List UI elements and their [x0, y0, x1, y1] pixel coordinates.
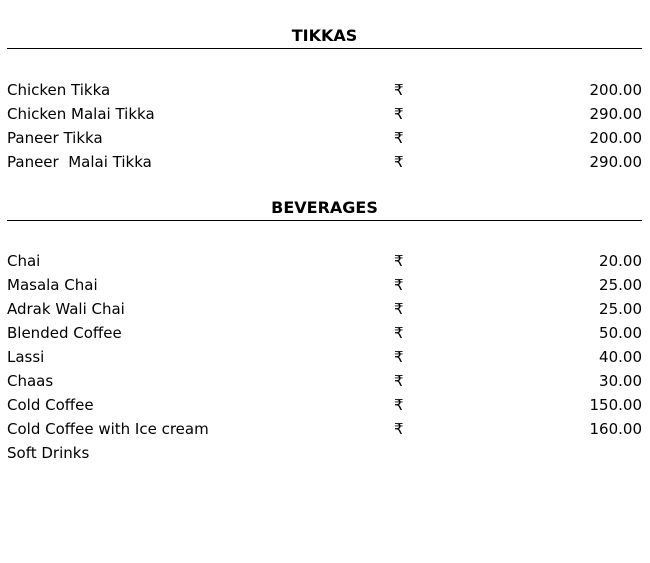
rupee-symbol: ₹: [394, 276, 404, 294]
section-heading: TIKKAS: [7, 26, 642, 49]
rupee-symbol: ₹: [394, 372, 404, 390]
item-name: Lassi: [7, 348, 45, 366]
section-heading: BEVERAGES: [7, 198, 642, 221]
item-price: 20.00: [599, 252, 642, 270]
rupee-symbol: ₹: [394, 153, 404, 171]
menu-item: [7, 78, 642, 102]
item-name: Masala Chai: [7, 276, 98, 294]
rupee-symbol: ₹: [394, 324, 404, 342]
item-price: 40.00: [599, 348, 642, 366]
rupee-symbol: ₹: [394, 252, 404, 270]
rupee-symbol: ₹: [394, 81, 404, 99]
rupee-symbol: ₹: [394, 396, 404, 414]
rupee-symbol: ₹: [394, 420, 404, 438]
item-name: Chicken Malai Tikka: [7, 105, 155, 123]
item-price: 160.00: [589, 420, 642, 438]
item-price: 25.00: [599, 300, 642, 318]
menu-item: [7, 273, 642, 297]
item-price: 150.00: [589, 396, 642, 414]
menu-item: [7, 102, 642, 126]
item-price: 200.00: [589, 81, 642, 99]
menu-item-list: [7, 249, 642, 465]
item-name: Chai: [7, 252, 41, 270]
menu-item: [7, 393, 642, 417]
item-name: Blended Coffee: [7, 324, 122, 342]
item-price: 200.00: [589, 129, 642, 147]
item-name: Soft Drinks: [7, 444, 90, 462]
item-price: 290.00: [589, 105, 642, 123]
menu-item: [7, 249, 642, 273]
item-name: Chicken Tikka: [7, 81, 111, 99]
menu-section-tikkas: [7, 26, 642, 174]
menu-item: [7, 417, 642, 441]
item-price: 30.00: [599, 372, 642, 390]
menu-item: [7, 345, 642, 369]
menu-item: [7, 369, 642, 393]
rupee-symbol: ₹: [394, 129, 404, 147]
item-price: 290.00: [589, 153, 642, 171]
item-name: Paneer Tikka: [7, 129, 103, 147]
rupee-symbol: ₹: [394, 348, 404, 366]
item-price: 50.00: [599, 324, 642, 342]
menu-item: [7, 297, 642, 321]
item-name: Adrak Wali Chai: [7, 300, 125, 318]
menu-item: [7, 321, 642, 345]
rupee-symbol: ₹: [394, 300, 404, 318]
menu-section-beverages: [7, 198, 642, 465]
item-name: Chaas: [7, 372, 54, 390]
menu-item-list: [7, 78, 642, 174]
rupee-symbol: ₹: [394, 105, 404, 123]
item-name: Paneer Malai Tikka: [7, 153, 152, 171]
menu-item: [7, 441, 642, 465]
menu-item: [7, 150, 642, 174]
item-name: Cold Coffee with Ice cream: [7, 420, 209, 438]
menu-item: [7, 126, 642, 150]
item-name: Cold Coffee: [7, 396, 94, 414]
item-price: 25.00: [599, 276, 642, 294]
